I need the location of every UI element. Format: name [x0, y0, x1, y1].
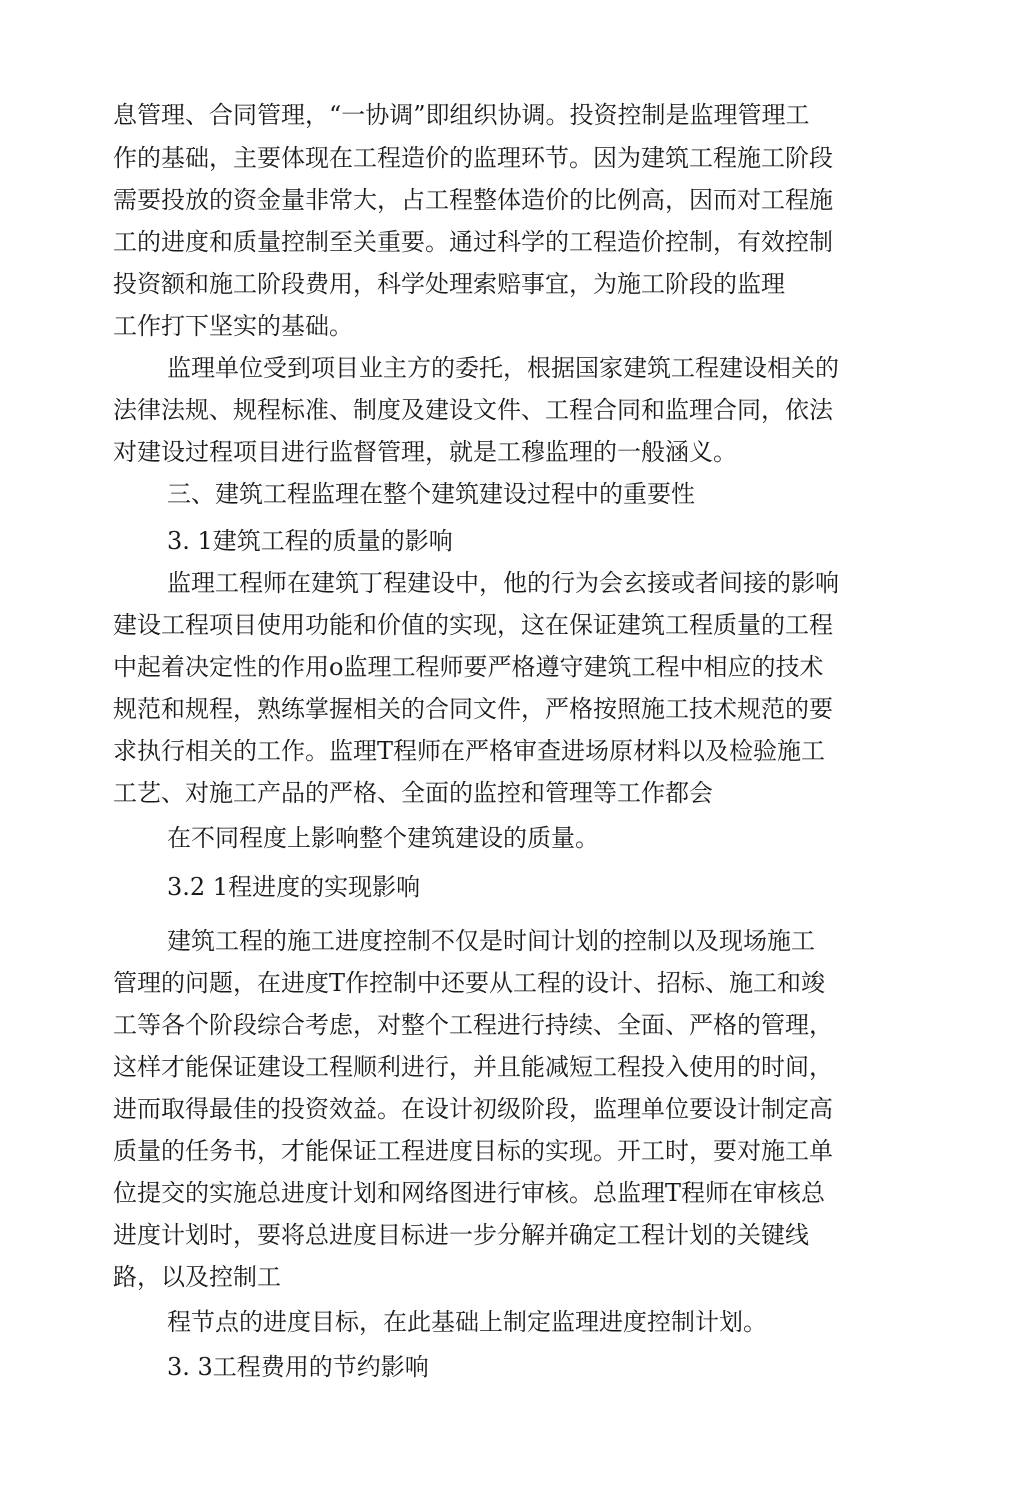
text-line: 质量的任务书，才能保证工程进度目标的实现。开工时，要对施工单	[113, 1137, 833, 1165]
text-line: 工作打下坚实的基础。	[113, 312, 353, 340]
text-line: 监理单位受到项目业主方的委托，根据国家建筑工程建设相关的	[167, 354, 839, 382]
text-line: 这样才能保证建设工程顺利进行，并且能减短工程投入使用的时间，	[113, 1053, 833, 1081]
text-line: 进度计划时，要将总进度目标进一步分解并确定工程计划的关键线	[113, 1221, 809, 1249]
subsection-heading: 3. 3工程费用的节约影响	[167, 1353, 429, 1381]
text-line: 中起着决定性的作用o监理工程师要严格遵守建筑工程中相应的技术	[113, 653, 824, 681]
subsection-heading: 3. 1建筑工程的质量的影响	[167, 527, 453, 555]
text-line: 求执行相关的工作。监理T程师在严格审查进场原材料以及检验施工	[113, 737, 826, 765]
text-line: 建设工程项目使用功能和价值的实现，这在保证建筑工程质量的工程	[113, 611, 833, 639]
subsection-heading: 3.2 1程进度的实现影响	[167, 873, 421, 901]
text-line: 作的基础，主要体现在工程造价的监理环节。因为建筑工程施工阶段	[113, 144, 833, 172]
text-line: 对建设过程项目进行监督管理，就是工穆监理的一般涵义。	[113, 438, 737, 466]
text-line: 程节点的进度目标，在此基础上制定监理进度控制计划。	[167, 1308, 767, 1336]
text-line: 法律法规、规程标准、制度及建设文件、工程合同和监理合同，依法	[113, 396, 833, 424]
text-line: 路，以及控制工	[113, 1263, 281, 1291]
section-heading: 三、建筑工程监理在整个建筑建设过程中的重要性	[167, 480, 695, 508]
text-line: 工的进度和质量控制至关重要。通过科学的工程造价控制，有效控制	[113, 228, 833, 256]
text-line: 需要投放的资金量非常大，占工程整体造价的比例高，因而对工程施	[113, 186, 833, 214]
text-line: 管理的问题，在进度T作控制中还要从工程的设计、招标、施工和竣	[113, 969, 826, 997]
text-line: 投资额和施工阶段费用，科学处理索赔事宜，为施工阶段的监理	[113, 270, 785, 298]
text-line: 建筑工程的施工进度控制不仅是时间计划的控制以及现场施工	[167, 927, 815, 955]
text-line: 规范和规程，熟练掌握相关的合同文件，严格按照施工技术规范的要	[113, 695, 833, 723]
text-line: 进而取得最佳的投资效益。在设计初级阶段，监理单位要设计制定高	[113, 1095, 833, 1123]
text-line: 在不同程度上影响整个建筑建设的质量。	[167, 824, 599, 852]
text-line: 工等各个阶段综合考虑，对整个工程进行持续、全面、严格的管理，	[113, 1011, 833, 1039]
text-line: 监理工程师在建筑丁程建设中，他的行为会玄接或者间接的影响	[167, 569, 839, 597]
text-line: 位提交的实施总进度计划和网络图进行审核。总监理T程师在审核总	[113, 1179, 826, 1207]
text-line: 息管理、合同管理，“一协调”即组织协调。投资控制是监理管理工	[113, 101, 810, 129]
text-line: 工艺、对施工产品的严格、全面的监控和管理等工作都会	[113, 779, 713, 807]
